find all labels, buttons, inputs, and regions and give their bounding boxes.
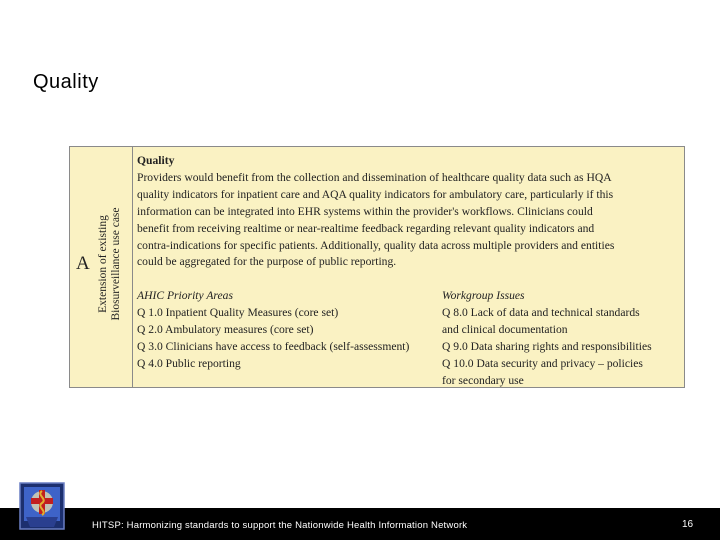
- priority-item: Q 4.0 Public reporting: [137, 356, 241, 370]
- paragraph-line: could be aggregated for the purpose of public reporting.: [137, 255, 397, 269]
- description: [137, 153, 682, 271]
- paragraph-line: information can be integrated into EHR systems within the provider's workflows. Clinicians could: [137, 204, 593, 218]
- workgroup-issues-heading: Workgroup Issues: [442, 289, 525, 302]
- issue-line: Q 9.0 Data sharing rights and responsibilities: [442, 339, 652, 353]
- paragraph-line: contra-indications for specific patients. Additionally, quality data across multiple providers and entities: [137, 238, 615, 252]
- workgroup-issues: [442, 288, 682, 389]
- category-letter: A: [76, 253, 90, 274]
- priority-item: Q 3.0 Clinicians have access to feedback (self-assessment): [137, 339, 410, 353]
- hitsp-logo-icon: [18, 481, 66, 531]
- priority-areas-heading: AHIC Priority Areas: [137, 289, 233, 302]
- issue-line: for secondary use: [442, 373, 524, 387]
- vertical-label-line-2: Biosurveillance use case: [110, 207, 122, 321]
- priority-item: Q 1.0 Inpatient Quality Measures (core set): [137, 305, 339, 319]
- page-number: 16: [682, 519, 694, 530]
- vertical-label-line-1: Extension of existing: [97, 215, 109, 313]
- priority-areas: [137, 288, 437, 373]
- issue-line: and clinical documentation: [442, 322, 568, 336]
- issue-line: Q 8.0 Lack of data and technical standards: [442, 305, 640, 319]
- vertical-label: [97, 194, 123, 334]
- paragraph-line: benefit from receiving realtime or near-realtime feedback regarding relevant quality indicators and: [137, 221, 595, 235]
- quality-use-case-box: [69, 146, 685, 388]
- box-heading: Quality: [137, 154, 175, 167]
- footer-text: HITSP: Harmonizing standards to support the Nationwide Health Information Network: [92, 520, 468, 531]
- category-column: [70, 147, 133, 387]
- paragraph-line: Providers would benefit from the collection and dissemination of healthcare quality data such as HQA: [137, 170, 612, 184]
- slide-title: Quality: [33, 71, 99, 93]
- paragraph-line: quality indicators for inpatient care and AQA quality indicators for ambulatory care, particularly if this: [137, 187, 614, 201]
- priority-item: Q 2.0 Ambulatory measures (core set): [137, 322, 314, 336]
- issue-line: Q 10.0 Data security and privacy – policies: [442, 356, 643, 370]
